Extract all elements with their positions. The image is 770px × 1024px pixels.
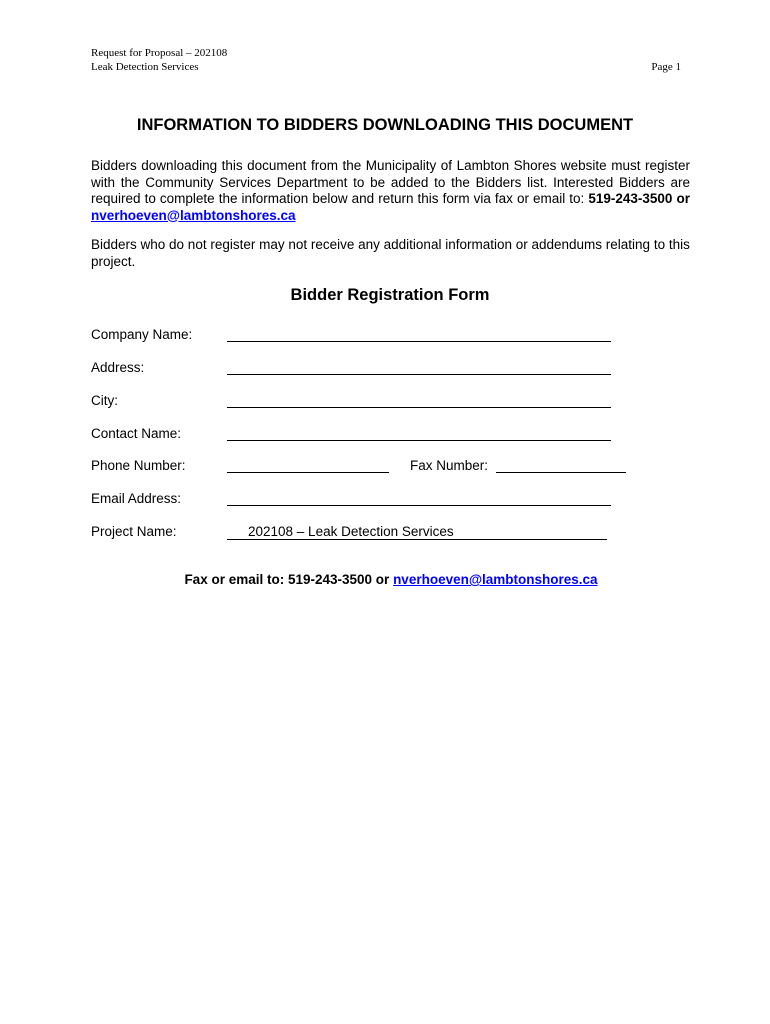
phone-fax-row [91, 457, 651, 475]
intro-email-link[interactable]: nverhoeven@lambtonshores.ca [91, 207, 296, 223]
form-title: Bidder Registration Form [290, 286, 490, 304]
intro-fax-number: 519-243-3500 or [588, 191, 690, 206]
page-header [91, 46, 681, 74]
footer-contact [0, 572, 770, 587]
contact-name-row [91, 425, 651, 443]
email-address-row [91, 490, 651, 508]
phone-number-label: Phone Number: [91, 458, 186, 473]
header-rfp-line: Request for Proposal – 202108 [91, 47, 228, 59]
address-row [91, 359, 651, 377]
project-name-row [91, 523, 651, 541]
address-label: Address: [91, 360, 145, 375]
fax-number-label: Fax Number: [410, 458, 489, 473]
company-name-label: Company Name: [91, 327, 193, 342]
city-field[interactable] [227, 407, 611, 408]
fax-number-field[interactable] [496, 472, 626, 473]
company-name-field[interactable] [227, 341, 611, 342]
project-name-value: 202108 – Leak Detection Services [227, 523, 607, 540]
email-address-label: Email Address: [91, 491, 182, 506]
footer-email-link[interactable]: nverhoeven@lambtonshores.ca [393, 572, 598, 587]
address-field[interactable] [227, 374, 611, 375]
document-title: INFORMATION TO BIDDERS DOWNLOADING THIS DOCUMENT [136, 116, 634, 134]
intro-paragraph [91, 158, 690, 224]
contact-name-label: Contact Name: [91, 426, 182, 441]
footer-fax-text: Fax or email to: 519-243-3500 or [184, 572, 390, 587]
email-address-field[interactable] [227, 505, 611, 506]
notice-paragraph: Bidders who do not register may not receive any additional information or addendums relating to this project. [91, 237, 690, 269]
phone-number-field[interactable] [227, 472, 389, 473]
contact-name-field[interactable] [227, 440, 611, 441]
city-label: City: [91, 393, 118, 408]
city-row [91, 392, 651, 410]
page-number: Page 1 [651, 61, 681, 73]
company-name-row [91, 326, 651, 344]
intro-text: Bidders downloading this document from the Municipality of Lambton Shores website must register with the Community Services Department to be added to the Bidders list. Interested Bidders are required to complete the information below and return this form via fax or email to: [91, 158, 690, 206]
project-name-label: Project Name: [91, 524, 177, 539]
header-service-line: Leak Detection Services [91, 61, 199, 73]
